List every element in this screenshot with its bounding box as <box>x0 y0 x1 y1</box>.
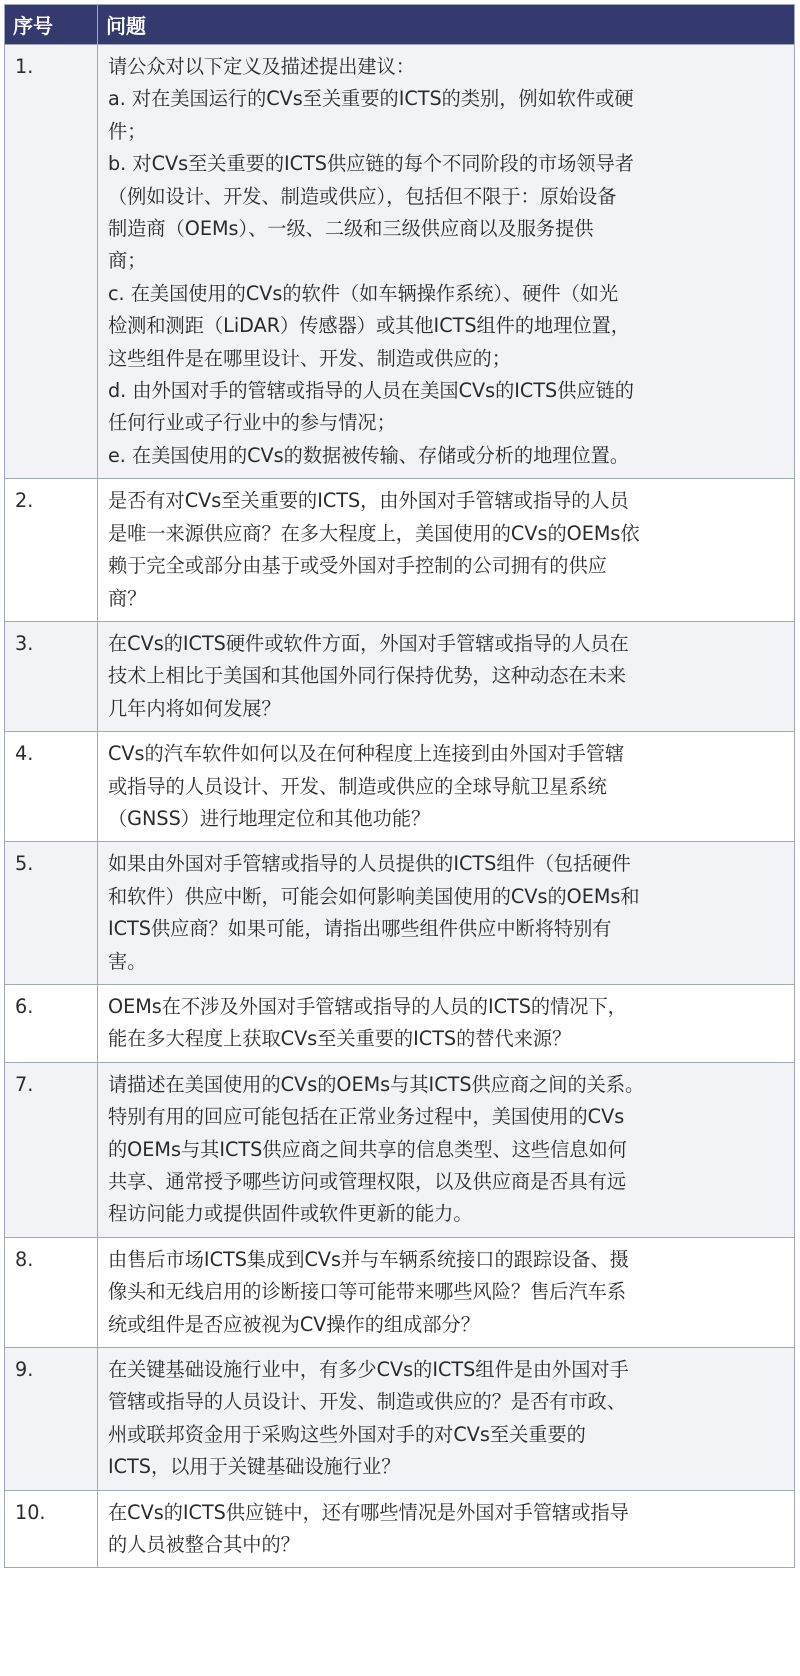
question-line: （GNSS）进行地理定位和其他功能？ <box>108 806 431 830</box>
row-question <box>98 1062 795 1237</box>
table-header <box>5 5 795 45</box>
question-line: 是唯一来源供应商？在多大程度上，美国使用的CVs的OEMs依 <box>108 521 640 545</box>
question-line: 赖于完全或部分由基于或受外国对手控制的公司拥有的供应 <box>108 554 607 578</box>
question-line: 特别有用的回应可能包括在正常业务过程中，美国使用的CVs <box>108 1105 625 1129</box>
question-line: 统或组件是否应被视为CV操作的组成部分？ <box>108 1312 480 1336</box>
row-question <box>98 1490 795 1568</box>
question-line: a. 对在美国运行的CVs至关重要的ICTS的类别，例如软件或硬 <box>108 87 634 111</box>
question-line: 程访问能力或提供固件或软件更新的能力。 <box>108 1202 473 1226</box>
question-line: 共享、通常授予哪些访问或管理权限，以及供应商是否具有远 <box>108 1170 627 1193</box>
question-line: 和软件）供应中断，可能会如何影响美国使用的CVs的OEMs和 <box>108 884 640 908</box>
questions-table <box>4 4 795 1568</box>
question-line: 商； <box>108 249 147 273</box>
question-line: CVs的汽车软件如何以及在何种程度上连接到由外国对手管辖 <box>108 742 625 766</box>
question-line: 这些组件是在哪里设计、开发、制造或供应的； <box>108 346 511 370</box>
question-line: 请描述在美国使用的CVs的OEMs与其ICTS供应商之间的关系。 <box>108 1072 645 1096</box>
row-question <box>98 621 795 731</box>
table-row <box>5 45 795 479</box>
table-row <box>5 732 795 842</box>
header-question: 问题 <box>98 5 795 45</box>
question-line: 像头和无线启用的诊断接口等可能带来哪些风险？售后汽车系 <box>108 1280 627 1304</box>
row-number: 6. <box>5 984 98 1062</box>
row-question <box>98 732 795 842</box>
table-body <box>5 45 795 1568</box>
table-row <box>5 984 795 1062</box>
row-question <box>98 1237 795 1347</box>
row-question <box>98 45 795 479</box>
question-line: 在CVs的ICTS供应链中，还有哪些情况是外国对手管辖或指导 <box>108 1500 629 1524</box>
question-line: 件； <box>108 119 147 143</box>
question-line: 任何行业或子行业中的参与情况； <box>108 411 396 435</box>
question-line: 商？ <box>108 586 147 610</box>
row-question <box>98 842 795 985</box>
row-number: 9. <box>5 1348 98 1491</box>
question-line: 是否有对CVs至关重要的ICTS，由外国对手管辖或指导的人员 <box>108 489 629 513</box>
question-line: d. 由外国对手的管辖或指导的人员在美国CVs的ICTS供应链的 <box>108 379 634 403</box>
table-row <box>5 1062 795 1237</box>
table-row <box>5 842 795 985</box>
question-line: 管辖或指导的人员设计、开发、制造或供应的？是否有市政、 <box>108 1390 627 1414</box>
row-question <box>98 984 795 1062</box>
question-line: 技术上相比于美国和其他国外同行保持优势，这种动态在未来 <box>108 664 627 688</box>
row-question <box>98 1348 795 1491</box>
question-line: ICTS供应商？如果可能，请指出哪些组件供应中断将特别有 <box>108 917 612 941</box>
row-number: 3. <box>5 621 98 731</box>
question-line: 由售后市场ICTS集成到CVs并与车辆系统接口的跟踪设备、摄 <box>108 1247 629 1271</box>
row-number: 5. <box>5 842 98 985</box>
question-line: （例如设计、开发、制造或供应），包括但不限于：原始设备 <box>108 184 617 208</box>
question-line: 的OEMs与其ICTS供应商之间共享的信息类型、这些信息如何 <box>108 1137 627 1161</box>
table-row <box>5 479 795 622</box>
table-row <box>5 1348 795 1491</box>
table-row <box>5 621 795 731</box>
table-row <box>5 1490 795 1568</box>
row-number: 10. <box>5 1490 98 1568</box>
question-line: OEMs在不涉及外国对手管辖或指导的人员的ICTS的情况下， <box>108 994 627 1018</box>
question-line: 州或联邦资金用于采购这些外国对手的对CVs至关重要的 <box>108 1422 586 1446</box>
header-number: 序号 <box>5 5 98 45</box>
question-line: 如果由外国对手管辖或指导的人员提供的ICTS组件（包括硬件 <box>108 852 631 876</box>
question-line: b. 对CVs至关重要的ICTS供应链的每个不同阶段的市场领导者 <box>108 152 634 176</box>
question-line: 或指导的人员设计、开发、制造或供应的全球导航卫星系统 <box>108 774 607 798</box>
row-number: 4. <box>5 732 98 842</box>
row-number: 1. <box>5 45 98 479</box>
question-line: 请公众对以下定义及描述提出建议： <box>108 55 415 78</box>
question-line: 在关键基础设施行业中，有多少CVs的ICTS组件是由外国对手 <box>108 1358 629 1382</box>
header-row <box>5 5 795 45</box>
question-line: 的人员被整合其中的？ <box>108 1533 300 1557</box>
row-question <box>98 479 795 622</box>
question-line: ICTS，以用于关键基础设施行业？ <box>108 1455 401 1479</box>
question-line: e. 在美国使用的CVs的数据被传输、存储或分析的地理位置。 <box>108 443 630 467</box>
question-line: 几年内将如何发展？ <box>108 696 281 720</box>
question-line: 检测和测距（LiDAR）传感器）或其他ICTS组件的地理位置， <box>108 314 630 338</box>
question-line: 在CVs的ICTS硬件或软件方面，外国对手管辖或指导的人员在 <box>108 631 629 655</box>
question-line: c. 在美国使用的CVs的软件（如车辆操作系统）、硬件（如光 <box>108 281 619 305</box>
question-line: 害。 <box>108 949 147 973</box>
row-number: 7. <box>5 1062 98 1237</box>
question-line: 制造商（OEMs）、一级、二级和三级供应商以及服务提供 <box>108 217 594 241</box>
row-number: 2. <box>5 479 98 622</box>
table-row <box>5 1237 795 1347</box>
question-line: 能在多大程度上获取CVs至关重要的ICTS的替代来源？ <box>108 1027 572 1051</box>
row-number: 8. <box>5 1237 98 1347</box>
questions-table-wrapper <box>4 4 794 1568</box>
